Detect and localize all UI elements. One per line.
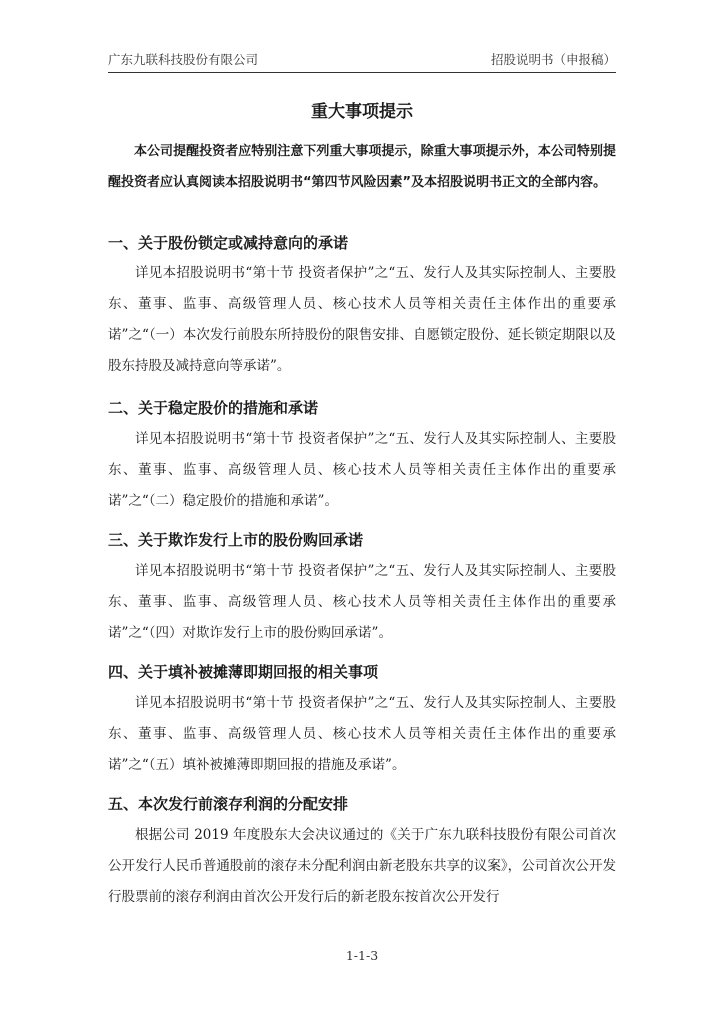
- section-body-5: 根据公司 2019 年度股东大会决议通过的《关于广东九联科技股份有限公司首次公开发行人民币普通股前的滚存未分配利润由新老股东共享的议案》，公司首次公开发行股票前的滚存利润由首次公开发行后的新老股东按首次公开发行: [108, 827, 616, 905]
- header-doc-type: 招股说明书（申报稿）: [490, 52, 616, 67]
- section-body-1: 详见本招股说明书“第十节 投资者保护”之“五、发行人及其实际控制人、主要股东、董事、监事、高级管理人员、核心技术人员等相关责任主体作出的重要承诺”之“（一）本次发行前股东所持股份的限售安排、自愿锁定股份、延长锁定期限以及股东持股及减持意向等承诺”。: [108, 265, 616, 374]
- section-body-2: 详见本招股说明书“第十节 投资者保护”之“五、发行人及其实际控制人、主要股东、董事、监事、高级管理人员、核心技术人员等相关责任主体作出的重要承诺”之“（二）稳定股价的措施和承诺”。: [108, 431, 616, 509]
- page-number: 1-1-3: [345, 948, 379, 963]
- section-heading-4: 四、关于填补被摊薄即期回报的相关事项: [108, 663, 379, 681]
- intro-paragraph: 本公司提醒投资者应特别注意下列重大事项提示，除重大事项提示外，本公司特别提醒投资者应认真阅读本招股说明书“第四节风险因素”及本招股说明书正文的全部内容。: [108, 144, 616, 190]
- page-title: 重大事项提示: [311, 102, 413, 122]
- section-heading-1: 一、关于股份锁定或减持意向的承诺: [108, 234, 349, 252]
- section-heading-5: 五、本次发行前滚存利润的分配安排: [108, 795, 349, 813]
- section-body-4: 详见本招股说明书“第十节 投资者保护”之“五、发行人及其实际控制人、主要股东、董事、监事、高级管理人员、核心技术人员等相关责任主体作出的重要承诺”之“（五）填补被摊薄即期回报的措施及承诺”。: [108, 695, 616, 773]
- header-company: 广东九联科技股份有限公司: [108, 52, 259, 67]
- section-heading-2: 二、关于稳定股价的措施和承诺: [108, 399, 319, 417]
- page-header: [108, 50, 616, 73]
- section-body-3: 详见本招股说明书“第十节 投资者保护”之“五、发行人及其实际控制人、主要股东、董事、监事、高级管理人员、核心技术人员等相关责任主体作出的重要承诺”之“（四）对欺诈发行上市的股份购回承诺”。: [108, 563, 616, 641]
- section-heading-3: 三、关于欺诈发行上市的股份购回承诺: [108, 531, 364, 549]
